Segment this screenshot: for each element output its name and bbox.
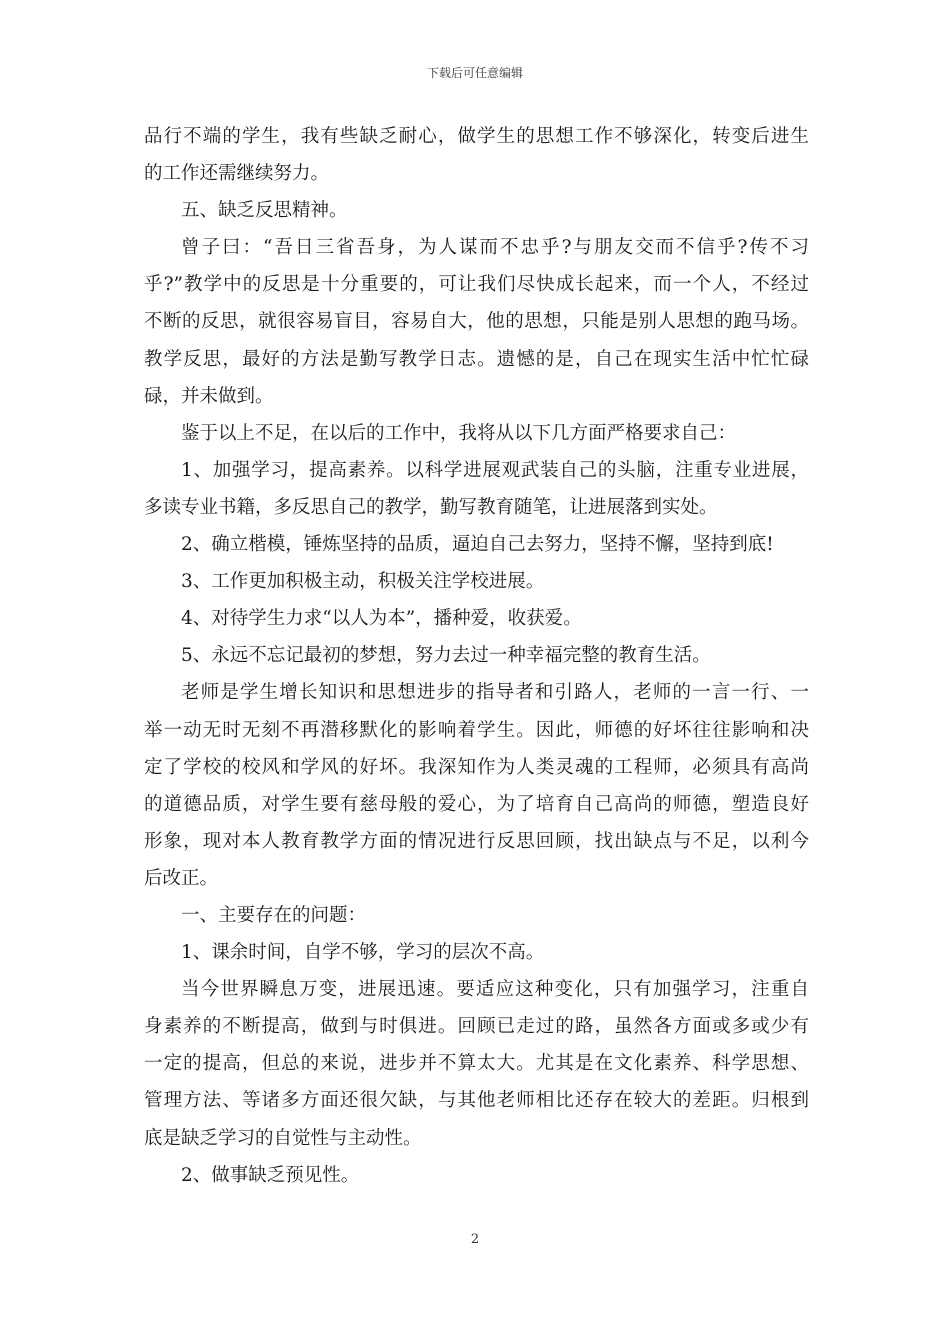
text-line: 底是缺乏学习的自觉性与主动性。 — [144, 1127, 422, 1149]
section-heading: 五、缺乏反思精神。 — [181, 200, 348, 222]
text-line: 教学反思，最好的方法是勤写教学日志。遗憾的是，自己在现实生活中忙忙碌 — [144, 348, 809, 370]
text-line: 曾子曰：“吾日三省吾身，为人谋而不忠乎?与朋友交而不信乎?传不习 — [181, 237, 809, 259]
text-line: 定了学校的校风和学风的好坏。我深知作为人类灵魂的工程师，必须具有高尚 — [144, 756, 809, 778]
list-item: 1、课余时间，自学不够，学习的层次不高。 — [181, 942, 545, 964]
page-number: 2 — [470, 1232, 480, 1247]
list-item: 5、永远不忘记最初的梦想，努力去过一种幸福完整的教育生活。 — [181, 645, 711, 667]
text-line: 的道德品质，对学生要有慈母般的爱心，为了培育自己高尚的师德，塑造良好 — [144, 793, 809, 815]
text-line: 不断的反思，就很容易盲目，容易自大，他的思想，只能是别人思想的跑马场。 — [144, 311, 809, 333]
list-item: 3、工作更加积极主动，积极关注学校进展。 — [181, 571, 545, 593]
list-item: 4、对待学生力求“以人为本”，播种爱，收获爱。 — [181, 608, 582, 630]
text-line: 形象，现对本人教育教学方面的情况进行反思回顾，找出缺点与不足，以利今 — [144, 830, 809, 852]
text-line: 老师是学生增长知识和思想进步的指导者和引路人，老师的一言一行、一 — [181, 682, 809, 704]
list-item: 1、加强学习，提高素养。以科学进展观武装自己的头脑，注重专业进展， — [181, 459, 809, 481]
text-line: 后改正。 — [144, 867, 219, 889]
list-item: 2、做事缺乏预见性。 — [181, 1164, 360, 1186]
text-line: 当今世界瞬息万变，进展迅速。要适应这种变化，只有加强学习，注重自 — [181, 979, 809, 1001]
text-line: 身素养的不断提高，做到与时俱进。回顾已走过的路，虽然各方面或多或少有 — [144, 1016, 809, 1038]
text-line: 的工作还需继续努力。 — [144, 163, 330, 185]
text-line: 乎?”教学中的反思是十分重要的，可让我们尽快成长起来，而一个人，不经过 — [144, 274, 809, 296]
page-header: 下载后可任意编辑 — [426, 66, 523, 80]
text-line: 多读专业书籍，多反思自己的教学，勤写教育随笔，让进展落到实处。 — [144, 496, 718, 518]
text-line: 一定的提高，但总的来说，进步并不算太大。尤其是在文化素养、科学思想、 — [144, 1053, 809, 1075]
text-line: 鉴于以上不足，在以后的工作中，我将从以下几方面严格要求自己： — [181, 422, 737, 444]
text-line: 管理方法、等诸多方面还很欠缺，与其他老师相比还存在较大的差距。归根到 — [144, 1090, 809, 1112]
list-item: 2、确立楷模，锤炼坚持的品质，逼迫自己去努力，坚持不懈，坚持到底! — [181, 534, 774, 556]
section-heading: 一、主要存在的问题： — [181, 904, 367, 926]
text-line: 举一动无时无刻不再潜移默化的影响着学生。因此，师德的好坏往往影响和决 — [144, 719, 809, 741]
text-line: 碌，并未做到。 — [144, 385, 274, 407]
document-body — [144, 118, 809, 1194]
text-line: 品行不端的学生，我有些缺乏耐心，做学生的思想工作不够深化，转变后进生 — [144, 126, 809, 147]
